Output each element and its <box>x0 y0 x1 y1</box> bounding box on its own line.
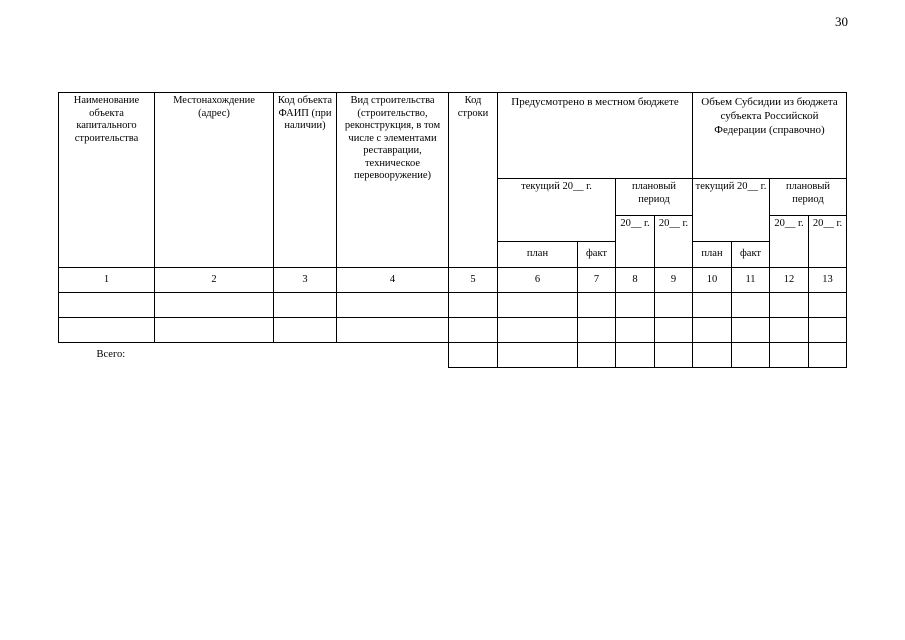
header-year-12: 20__ г. <box>770 216 809 268</box>
header-planned-period-subsidy: плановый период <box>770 179 847 216</box>
total-cell <box>578 343 616 368</box>
header-construction-type: Вид строительства (строительство, реконструкция, в том числе с элементами реставрации, техническое перевооружение) <box>337 93 449 268</box>
col-number-9: 9 <box>655 268 693 293</box>
total-cell <box>770 343 809 368</box>
table-cell <box>732 318 770 343</box>
total-cell <box>449 343 498 368</box>
table-cell <box>498 318 578 343</box>
table-cell <box>693 293 732 318</box>
table-cell <box>616 293 655 318</box>
table-cell <box>337 293 449 318</box>
col-number-2: 2 <box>155 268 274 293</box>
table-cell <box>809 293 847 318</box>
column-numbers-row <box>59 268 847 293</box>
total-cell <box>732 343 770 368</box>
table-cell <box>578 318 616 343</box>
table-cell <box>449 318 498 343</box>
header-row-code: Код строки <box>449 93 498 268</box>
col-number-12: 12 <box>770 268 809 293</box>
header-current-year-subsidy: текущий 20__ г. <box>693 179 770 242</box>
header-faip-code: Код объекта ФАИП (при наличии) <box>274 93 337 268</box>
total-cell <box>616 343 655 368</box>
col-number-1: 1 <box>59 268 155 293</box>
total-label: Всего: <box>59 343 449 368</box>
header-subsidy: Объем Субсидии из бюджета субъекта Российской Федерации (справочно) <box>693 93 847 179</box>
table-cell <box>655 293 693 318</box>
table-cell <box>498 293 578 318</box>
table-row <box>59 293 847 318</box>
header-fact-7: факт <box>578 242 616 268</box>
table-cell <box>155 293 274 318</box>
total-cell <box>693 343 732 368</box>
header-local-budget: Предусмотрено в местном бюджете <box>498 93 693 179</box>
col-number-6: 6 <box>498 268 578 293</box>
col-number-7: 7 <box>578 268 616 293</box>
header-year-9: 20__ г. <box>655 216 693 268</box>
col-number-4: 4 <box>337 268 449 293</box>
table-cell <box>59 293 155 318</box>
total-cell <box>809 343 847 368</box>
table-cell <box>732 293 770 318</box>
header-object-name: Наименование объекта капитального строительства <box>59 93 155 268</box>
table-cell <box>337 318 449 343</box>
header-fact-11: факт <box>732 242 770 268</box>
total-cell <box>498 343 578 368</box>
col-number-10: 10 <box>693 268 732 293</box>
table-cell <box>578 293 616 318</box>
table-cell <box>693 318 732 343</box>
col-number-13: 13 <box>809 268 847 293</box>
table-cell <box>655 318 693 343</box>
header-year-8: 20__ г. <box>616 216 655 268</box>
table-row <box>59 318 847 343</box>
total-cell <box>655 343 693 368</box>
header-current-year-local: текущий 20__ г. <box>498 179 616 242</box>
table-cell <box>155 318 274 343</box>
table-cell <box>616 318 655 343</box>
report-table <box>58 92 847 368</box>
table-cell <box>449 293 498 318</box>
col-number-11: 11 <box>732 268 770 293</box>
table-cell <box>809 318 847 343</box>
header-plan-6: план <box>498 242 578 268</box>
header-year-13: 20__ г. <box>809 216 847 268</box>
table-cell <box>770 318 809 343</box>
table-cell <box>274 318 337 343</box>
col-number-3: 3 <box>274 268 337 293</box>
table-cell <box>274 293 337 318</box>
header-location: Местонахождение (адрес) <box>155 93 274 268</box>
col-number-8: 8 <box>616 268 655 293</box>
col-number-5: 5 <box>449 268 498 293</box>
total-row <box>59 343 847 368</box>
table-cell <box>770 293 809 318</box>
header-planned-period-local: плановый период <box>616 179 693 216</box>
table-cell <box>59 318 155 343</box>
page-number: 30 <box>835 14 848 29</box>
header-plan-10: план <box>693 242 732 268</box>
